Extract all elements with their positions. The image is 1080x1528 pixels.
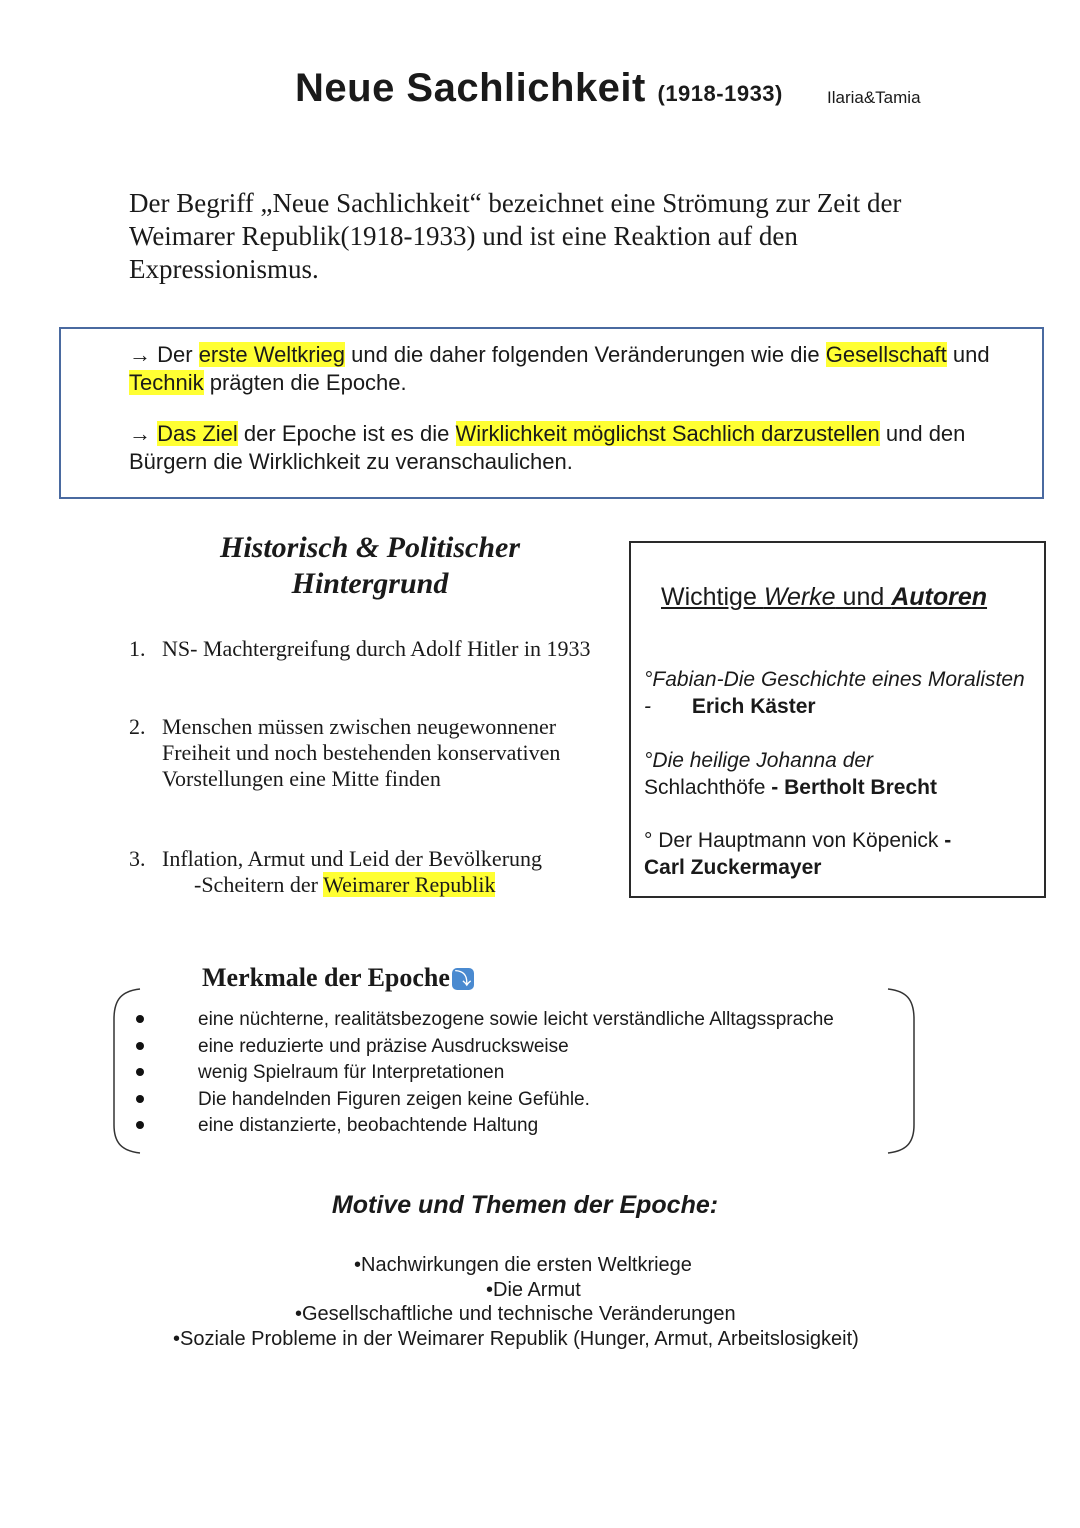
work-title: °Die heilige Johanna der bbox=[644, 749, 874, 772]
highlight-technik: Technik bbox=[129, 370, 204, 395]
work-title: Schlachthöfe bbox=[644, 776, 766, 799]
work-entry bbox=[644, 747, 1034, 801]
bullet bbox=[136, 1015, 144, 1023]
list-item bbox=[0, 1035, 900, 1062]
history-item-number: 3. bbox=[129, 846, 146, 871]
summary-paragraph-2 bbox=[129, 420, 1009, 476]
bullet bbox=[136, 1121, 144, 1129]
summary-box bbox=[59, 327, 1044, 499]
summary-text: und bbox=[946, 342, 990, 367]
arrow-down-icon: ⤵ bbox=[452, 968, 474, 990]
work-separator: - bbox=[938, 829, 952, 852]
title-text: Neue Sachlichkeit bbox=[295, 66, 646, 110]
feature-text: eine reduzierte und präzise Ausdrucksweise bbox=[198, 1036, 569, 1057]
works-heading-part: und bbox=[835, 583, 892, 611]
highlight-weimarer-republik: Weimarer Republik bbox=[323, 872, 496, 897]
summary-text: und die daher folgenden Veränderungen wie die bbox=[345, 342, 826, 367]
history-item-text bbox=[162, 846, 622, 898]
list-item bbox=[0, 1008, 900, 1035]
history-title bbox=[170, 530, 570, 602]
history-title-line-2: Hintergrund bbox=[291, 567, 449, 600]
bullet bbox=[136, 1095, 144, 1103]
highlight-gesellschaft: Gesellschaft bbox=[825, 342, 947, 367]
works-heading-part: Wichtige bbox=[661, 583, 764, 611]
summary-text: und den Bürgern die Wirklichkeit zu veranschaulichen. bbox=[129, 421, 966, 474]
work-separator: - bbox=[765, 776, 785, 799]
work-author: Carl Zuckermayer bbox=[644, 856, 822, 879]
work-entry bbox=[644, 827, 1034, 881]
history-item-number: 1. bbox=[129, 636, 146, 661]
motive-item: •Gesellschaftliche und technische Veränderungen bbox=[295, 1303, 736, 1325]
features-title-text: Merkmale der Epoche bbox=[202, 963, 450, 992]
intro-paragraph: Der Begriff „Neue Sachlichkeit“ bezeichnet eine Strömung zur Zeit der Weimarer Republik(1918-1933) und ist eine Reaktion auf den Expressionismus. bbox=[129, 188, 902, 284]
works-heading-part: Autoren bbox=[891, 583, 988, 611]
arrow-right-icon: → bbox=[129, 421, 151, 446]
history-title-line-1: Historisch & Politischer bbox=[219, 531, 521, 564]
work-title: ° Der Hauptmann von Köpenick bbox=[644, 829, 939, 852]
bullet bbox=[136, 1042, 144, 1050]
highlight-wirklichkeit: Wirklichkeit möglichst Sachlich darzustellen bbox=[455, 421, 880, 446]
motive-item: •Die Armut bbox=[486, 1279, 581, 1301]
work-title: °Fabian-Die Geschichte eines Moralisten - bbox=[644, 668, 1025, 718]
history-sub-text: -Scheitern der bbox=[194, 872, 324, 897]
work-author: Erich Käster bbox=[691, 695, 816, 718]
bullet bbox=[136, 1068, 144, 1076]
history-item-sub bbox=[162, 872, 495, 897]
page-title bbox=[295, 66, 783, 111]
work-author: Bertholt Brecht bbox=[784, 776, 937, 799]
highlight-das-ziel: Das Ziel bbox=[157, 421, 238, 446]
list-item bbox=[0, 1061, 900, 1088]
history-item-number: 2. bbox=[129, 714, 146, 739]
highlight-erster-weltkrieg: erste Weltkrieg bbox=[198, 342, 345, 367]
summary-text: Der bbox=[157, 342, 199, 367]
motive-item: •Soziale Probleme in der Weimarer Republik (Hunger, Armut, Arbeitslosigkeit) bbox=[173, 1328, 859, 1350]
arrow-right-icon: → bbox=[129, 342, 151, 367]
history-item-text-main: Inflation, Armut und Leid der Bevölkerung bbox=[162, 846, 543, 871]
authors-label: Ilaria&Tamia bbox=[827, 88, 921, 107]
work-entry bbox=[644, 666, 1034, 720]
works-box bbox=[629, 541, 1046, 898]
feature-text: Die handelnden Figuren zeigen keine Gefühle. bbox=[198, 1089, 590, 1110]
motive-item: •Nachwirkungen die ersten Weltkriege bbox=[354, 1254, 692, 1276]
summary-text: prägten die Epoche. bbox=[203, 370, 407, 395]
list-item bbox=[0, 1114, 900, 1141]
feature-text: wenig Spielraum für Interpretationen bbox=[198, 1062, 505, 1083]
list-item bbox=[0, 1088, 900, 1115]
works-heading-part: Werke bbox=[763, 583, 836, 611]
summary-text: der Epoche ist es die bbox=[237, 421, 456, 446]
title-years: (1918-1933) bbox=[657, 81, 783, 106]
feature-text: eine nüchterne, realitätsbezogene sowie leicht verständliche Alltagssprache bbox=[198, 1009, 834, 1030]
summary-paragraph-1 bbox=[129, 341, 1009, 397]
history-item-text: NS- Machtergreifung durch Adolf Hitler in 1933 bbox=[162, 636, 591, 661]
motives-title: Motive und Themen der Epoche: bbox=[331, 1191, 719, 1219]
history-item-text: Menschen müssen zwischen neugewonnener Freiheit und noch bestehenden konservativen Vorstellungen eine Mitte finden bbox=[162, 714, 561, 791]
features-title bbox=[202, 963, 474, 993]
works-heading bbox=[661, 583, 987, 612]
feature-text: eine distanzierte, beobachtende Haltung bbox=[198, 1115, 539, 1136]
